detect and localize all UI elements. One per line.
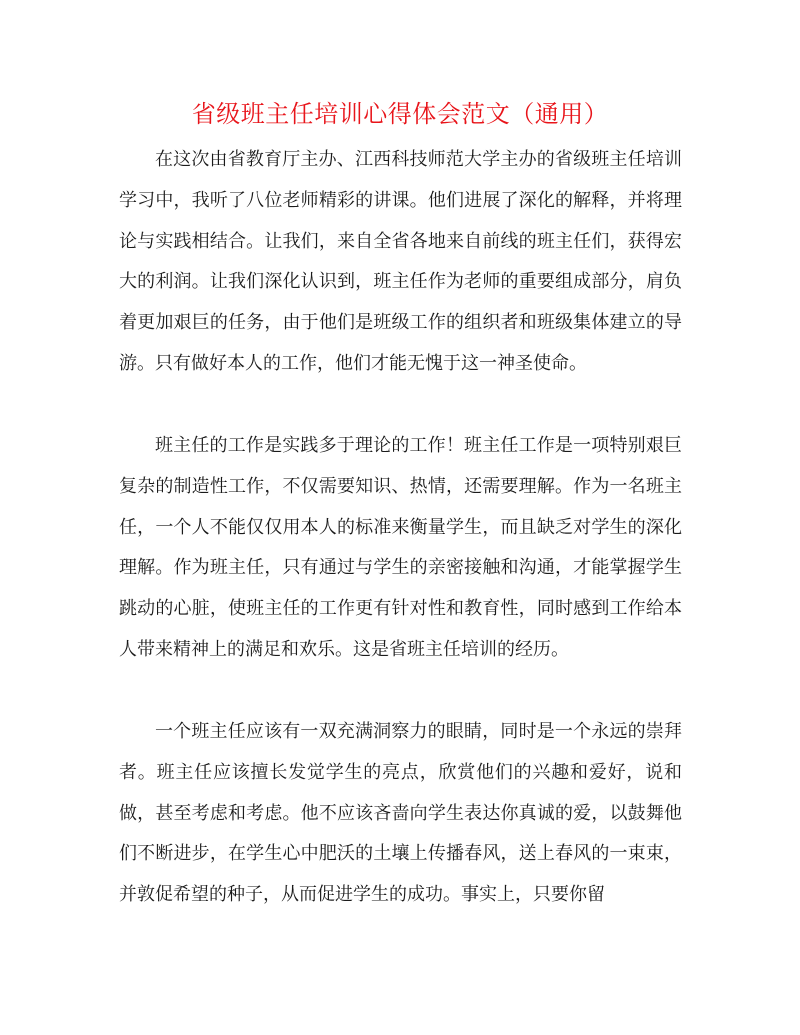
paragraph-1: 在这次由省教育厅主办、江西科技师范大学主办的省级班主任培训学习中，我听了八位老师精彩的讲课。他们进展了深化的解释，并将理论与实践相结合。让我们，来自全省各地来自前线的班主任们，获得宏大的利润。让我们深化认识到，班主任作为老师的重要组成部分，肩负着更加艰巨的任务，由于他们是班级工作的组织者和班级集体建立的导游。只有做好本人的工作，他们才能无愧于这一神圣使命。: [119, 149, 682, 374]
document-title: 省级班主任培训心得体会范文（通用）: [191, 100, 609, 128]
paragraph-2-block: [119, 426, 682, 671]
paragraph-1-block: [119, 140, 682, 385]
paragraph-3-block: [119, 712, 682, 916]
paragraph-3: 一个班主任应该有一双充满洞察力的眼睛，同时是一个永远的崇拜者。班主任应该擅长发觉学生的亮点，欣赏他们的兴趣和爱好，说和做，甚至考虑和考虑。他不应该吝啬向学生表达你真诚的爱，以鼓舞他们不断进步，在学生心中肥沃的土壤上传播春风，送上春风的一束束，并敦促希望的种子，从而促进学生的成功。事实上，只要你留: [119, 721, 682, 906]
paragraph-2: 班主任的工作是实践多于理论的工作！班主任工作是一项特别艰巨复杂的制造性工作，不仅需要知识、热情，还需要理解。作为一名班主任，一个人不能仅仅用本人的标准来衡量学生，而且缺乏对学生的深化理解。作为班主任，只有通过与学生的亲密接触和沟通，才能掌握学生跳动的心脏，使班主任的工作更有针对性和教育性，同时感到工作给本人带来精神上的满足和欢乐。这是省班主任培训的经历。: [119, 435, 682, 660]
